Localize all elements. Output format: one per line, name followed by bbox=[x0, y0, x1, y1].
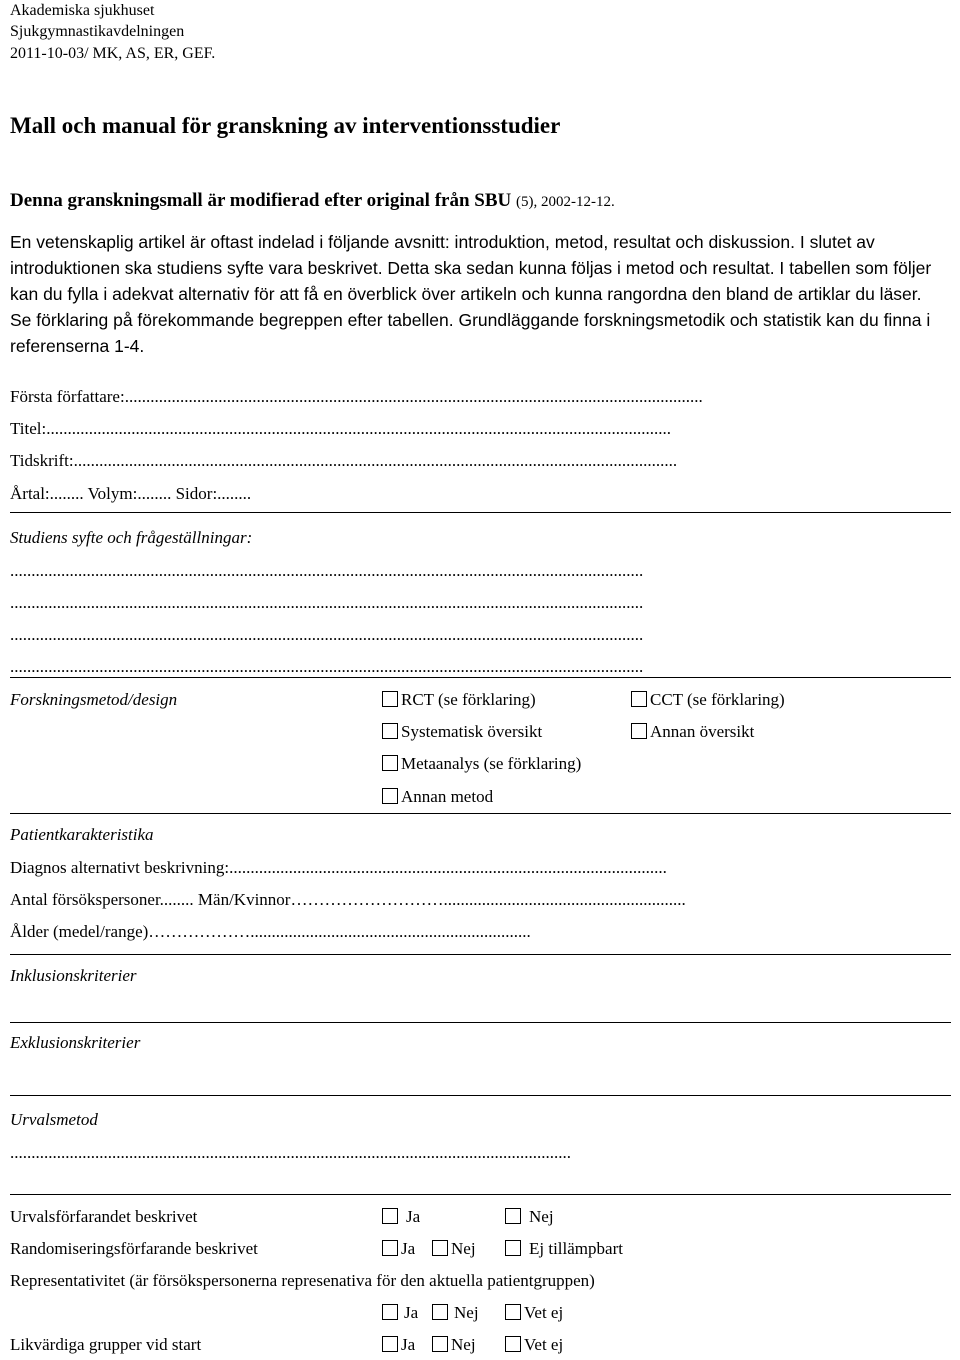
q2-yes[interactable]: Ja bbox=[382, 1239, 415, 1259]
divider bbox=[10, 1194, 951, 1195]
method-option-systematic-review[interactable]: Systematisk översikt bbox=[382, 722, 542, 742]
diagnosis-field[interactable]: Diagnos alternativt beskrivning:....................................................................................................... bbox=[10, 858, 667, 877]
q4-yes[interactable]: Ja bbox=[382, 1335, 415, 1355]
q4-unknown[interactable]: Vet ej bbox=[505, 1335, 563, 1355]
q2-no[interactable]: Nej bbox=[432, 1239, 476, 1259]
subtitle-bold: Denna granskningsmall är modifierad efter original från SBU bbox=[10, 190, 512, 211]
checkbox[interactable] bbox=[382, 788, 398, 804]
checkbox[interactable] bbox=[382, 1240, 398, 1256]
method-option-cct[interactable]: CCT (se förklaring) bbox=[631, 690, 785, 710]
checkbox[interactable] bbox=[505, 1336, 521, 1352]
subtitle-normal: (5), 2002-12-12. bbox=[515, 194, 615, 210]
method-option-meta-analysis[interactable]: Metaanalys (se förklaring) bbox=[382, 754, 581, 774]
q-sampling-described: Urvalsförfarandet beskrivet bbox=[10, 1207, 198, 1226]
checkbox[interactable] bbox=[382, 1208, 398, 1224]
sampling-heading: Urvalsmetod bbox=[10, 1110, 98, 1129]
q1-yes[interactable]: Ja bbox=[382, 1207, 420, 1227]
purpose-line[interactable]: ..................................................................................................................................................... bbox=[10, 561, 644, 580]
checkbox[interactable] bbox=[382, 755, 398, 771]
checkbox[interactable] bbox=[505, 1304, 521, 1320]
sampling-field[interactable]: .................................................................................................................................... bbox=[10, 1143, 571, 1162]
divider bbox=[10, 1095, 951, 1096]
checkbox[interactable] bbox=[432, 1240, 448, 1256]
age-field[interactable]: Ålder (medel/range)……………….................................................................. bbox=[10, 922, 531, 941]
q-representativeness: Representativitet (är försökspersonerna represenativa för den aktuella patientgruppen) bbox=[10, 1271, 595, 1290]
divider bbox=[10, 512, 951, 513]
q2-not-applicable[interactable]: Ej tillämpbart bbox=[505, 1239, 623, 1259]
checkbox[interactable] bbox=[631, 691, 647, 707]
divider bbox=[10, 813, 951, 814]
header-org: Akademiska sjukhuset bbox=[10, 2, 155, 19]
checkbox[interactable] bbox=[432, 1336, 448, 1352]
first-author-field[interactable]: Första författare:........................................................................................................................................ bbox=[10, 387, 703, 406]
q-equal-groups: Likvärdiga grupper vid start bbox=[10, 1335, 202, 1354]
year-volume-pages-field[interactable]: Årtal:........ Volym:........ Sidor:........ bbox=[10, 484, 252, 503]
divider bbox=[10, 1022, 951, 1023]
checkbox[interactable] bbox=[631, 723, 647, 739]
method-heading: Forskningsmetod/design bbox=[10, 690, 178, 709]
purpose-heading: Studiens syfte och frågeställningar: bbox=[10, 528, 253, 547]
method-option-other-review[interactable]: Annan översikt bbox=[631, 722, 754, 742]
subjects-field[interactable]: Antal försökspersoner........ Män/Kvinnor………………………......................................................... bbox=[10, 890, 686, 909]
purpose-line[interactable]: ..................................................................................................................................................... bbox=[10, 593, 644, 612]
divider bbox=[10, 954, 951, 955]
header-meta: 2011-10-03/ MK, AS, ER, GEF. bbox=[10, 45, 216, 62]
q3-yes[interactable]: Ja bbox=[382, 1303, 418, 1323]
checkbox[interactable] bbox=[382, 1336, 398, 1352]
checkbox[interactable] bbox=[382, 723, 398, 739]
patient-heading: Patientkarakteristika bbox=[10, 825, 154, 844]
q3-no[interactable]: Nej bbox=[432, 1303, 479, 1323]
subtitle bbox=[10, 190, 615, 212]
exclusion-heading: Exklusionskriterier bbox=[10, 1033, 141, 1052]
checkbox[interactable] bbox=[505, 1208, 521, 1224]
checkbox[interactable] bbox=[382, 1304, 398, 1320]
q1-no[interactable]: Nej bbox=[505, 1207, 554, 1227]
method-option-other-method[interactable]: Annan metod bbox=[382, 787, 493, 807]
title-field[interactable]: Titel:................................................................................................................................................... bbox=[10, 419, 671, 438]
purpose-line[interactable]: ..................................................................................................................................................... bbox=[10, 625, 644, 644]
q3-unknown[interactable]: Vet ej bbox=[505, 1303, 563, 1323]
divider bbox=[10, 677, 951, 678]
checkbox[interactable] bbox=[432, 1304, 448, 1320]
inclusion-heading: Inklusionskriterier bbox=[10, 966, 137, 985]
journal-field[interactable]: Tidskrift:.............................................................................................................................................. bbox=[10, 451, 678, 470]
header-dept: Sjukgymnastikavdelningen bbox=[10, 23, 185, 40]
intro-paragraph: En vetenskaplig artikel är oftast indelad i följande avsnitt: introduktion, metod, resultat och diskussion. I slutet av introduktionen ska studiens syfte vara beskrivet. Detta ska sedan kunna följas i metod och resultat. I tabellen som följer kan du fylla i adekvat alternativ för att få en överblick över artikeln och kunna rangordna den bland de artiklar du läser. Se förklaring på förekommande begreppen efter tabellen. Grundläggande forskningsmetodik och statistik kan du finna i referenserna 1-4. bbox=[10, 232, 932, 356]
q-randomization-described: Randomiseringsförfarande beskrivet bbox=[10, 1239, 258, 1258]
checkbox[interactable] bbox=[382, 691, 398, 707]
page-title: Mall och manual för granskning av interventionsstudier bbox=[10, 113, 561, 138]
purpose-line[interactable]: ..................................................................................................................................................... bbox=[10, 657, 644, 676]
q4-no[interactable]: Nej bbox=[432, 1335, 476, 1355]
checkbox[interactable] bbox=[505, 1240, 521, 1256]
method-option-rct[interactable]: RCT (se förklaring) bbox=[382, 690, 536, 710]
